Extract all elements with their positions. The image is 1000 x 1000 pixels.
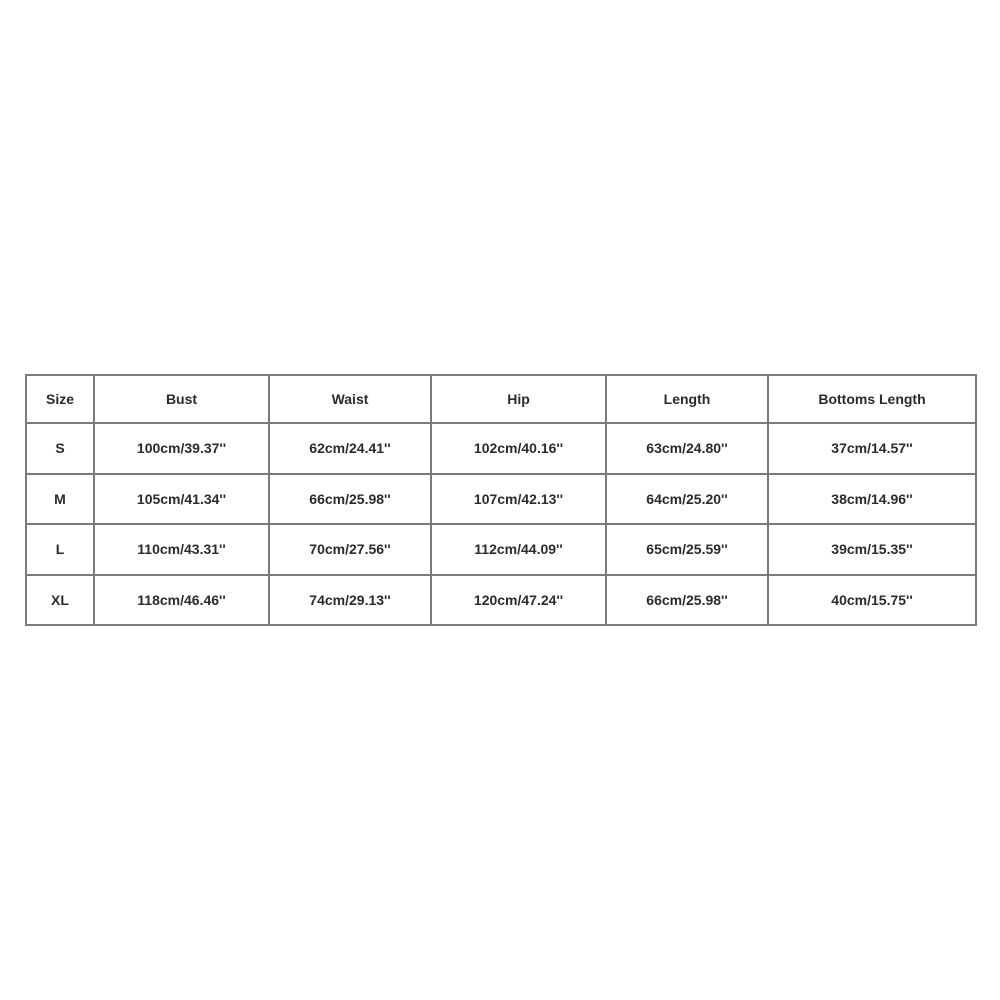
cell-hip: 120cm/47.24''	[431, 575, 606, 626]
cell-size: L	[26, 524, 94, 575]
cell-bust: 100cm/39.37''	[94, 423, 269, 474]
cell-bust: 118cm/46.46''	[94, 575, 269, 626]
cell-size: XL	[26, 575, 94, 626]
cell-length: 64cm/25.20''	[606, 474, 768, 525]
cell-size: M	[26, 474, 94, 525]
cell-bust: 105cm/41.34''	[94, 474, 269, 525]
cell-waist: 66cm/25.98''	[269, 474, 431, 525]
cell-hip: 102cm/40.16''	[431, 423, 606, 474]
table-row	[26, 423, 976, 474]
cell-length: 65cm/25.59''	[606, 524, 768, 575]
header-size: Size	[26, 375, 94, 423]
cell-bottoms-length: 37cm/14.57''	[768, 423, 976, 474]
header-row	[26, 375, 976, 423]
cell-hip: 107cm/42.13''	[431, 474, 606, 525]
cell-waist: 62cm/24.41''	[269, 423, 431, 474]
cell-bust: 110cm/43.31''	[94, 524, 269, 575]
cell-bottoms-length: 39cm/15.35''	[768, 524, 976, 575]
header-bust: Bust	[94, 375, 269, 423]
header-hip: Hip	[431, 375, 606, 423]
header-length: Length	[606, 375, 768, 423]
cell-bottoms-length: 38cm/14.96''	[768, 474, 976, 525]
cell-bottoms-length: 40cm/15.75''	[768, 575, 976, 626]
header-waist: Waist	[269, 375, 431, 423]
table-row	[26, 524, 976, 575]
cell-size: S	[26, 423, 94, 474]
cell-waist: 70cm/27.56''	[269, 524, 431, 575]
cell-length: 63cm/24.80''	[606, 423, 768, 474]
table-row	[26, 575, 976, 626]
cell-length: 66cm/25.98''	[606, 575, 768, 626]
cell-hip: 112cm/44.09''	[431, 524, 606, 575]
cell-waist: 74cm/29.13''	[269, 575, 431, 626]
table-row	[26, 474, 976, 525]
size-chart-table	[25, 374, 977, 626]
header-bottoms-length: Bottoms Length	[768, 375, 976, 423]
